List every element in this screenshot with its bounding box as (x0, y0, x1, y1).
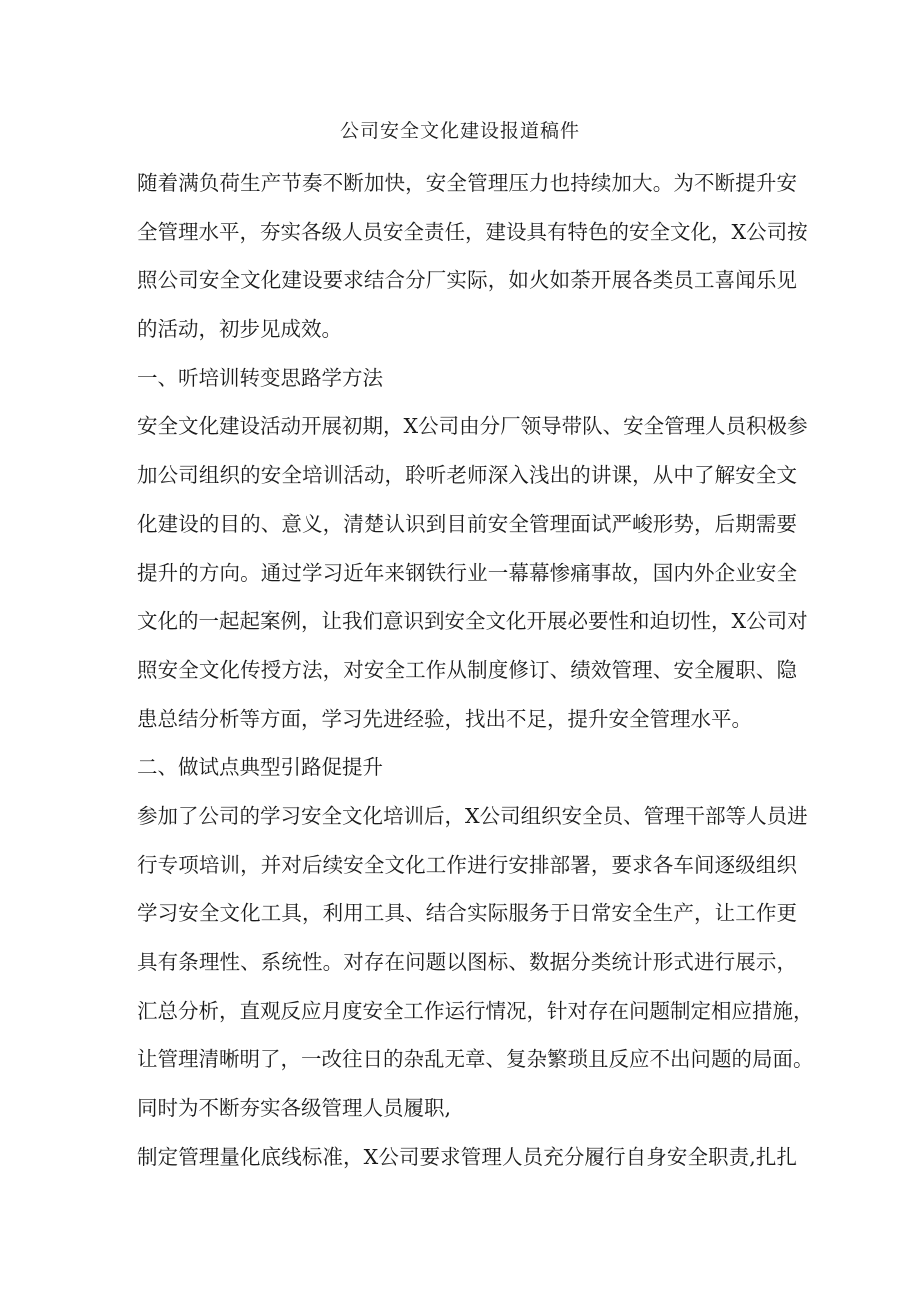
text-line: 照安全文化传授方法，对安全工作从制度修订、绩效管理、安全履职、隐 (137, 657, 797, 682)
text-line: 一、听培训转变思路学方法 (137, 365, 383, 390)
text-line: 患总结分析等方面，学习先进经验，找出不足，提升安全管理水平。 (137, 706, 752, 731)
text-line: 提升的方向。通过学习近年来钢铁行业一幕幕惨痛事故，国内外企业安全 (137, 560, 797, 585)
text-line: 加公司组织的安全培训活动，聆听老师深入浅出的讲课，从中了解安全文 (137, 463, 797, 488)
document-body (137, 159, 814, 1181)
text-line: 安全文化建设活动开展初期，X公司由分厂领导带队、安全管理人员积极参 (137, 414, 808, 439)
text-line: 化建设的目的、意义，清楚认识到目前安全管理面试严峻形势，后期需要 (137, 511, 797, 536)
text-line: 制定管理量化底线标准，X公司要求管理人员充分履行自身安全职责,扎扎 (137, 1144, 797, 1169)
text-line: 行专项培训，并对后续安全文化工作进行安排部署，要求各车间逐级组织 (137, 852, 797, 877)
text-line: 汇总分析，直观反应月度安全工作运行情况，针对存在问题制定相应措施， (137, 998, 814, 1023)
text-line: 二、做试点典型引路促提升 (137, 755, 383, 780)
text-line: 参加了公司的学习安全文化培训后，X公司组织安全员、管理干部等人员进 (137, 803, 808, 828)
text-line: 学习安全文化工具，利用工具、结合实际服务于日常安全生产，让工作更 (137, 901, 797, 926)
text-line: 全管理水平，夯实各级人员安全责任，建设具有特色的安全文化，X公司按 (137, 219, 808, 244)
text-line: 的活动，初步见成效。 (137, 317, 342, 342)
text-line: 让管理清晰明了，一改往日的杂乱无章、复杂繁琐且反应不出问题的局面。 (137, 1047, 814, 1072)
document-title: 公司安全文化建设报道稿件 (339, 120, 580, 142)
text-line: 具有条理性、系统性。对存在问题以图标、数据分类统计形式进行展示， (137, 950, 797, 974)
text-line: 文化的一起起案例，让我们意识到安全文化开展必要性和迫切性，X公司对 (137, 609, 808, 634)
text-line: 照公司安全文化建设要求结合分厂实际，如火如荼开展各类员工喜闻乐见 (137, 268, 797, 293)
text-line: 随着满负荷生产节奏不断加快，安全管理压力也持续加大。为不断提升安 (137, 171, 797, 195)
text-line: 同时为不断夯实各级管理人员履职, (137, 1096, 452, 1121)
